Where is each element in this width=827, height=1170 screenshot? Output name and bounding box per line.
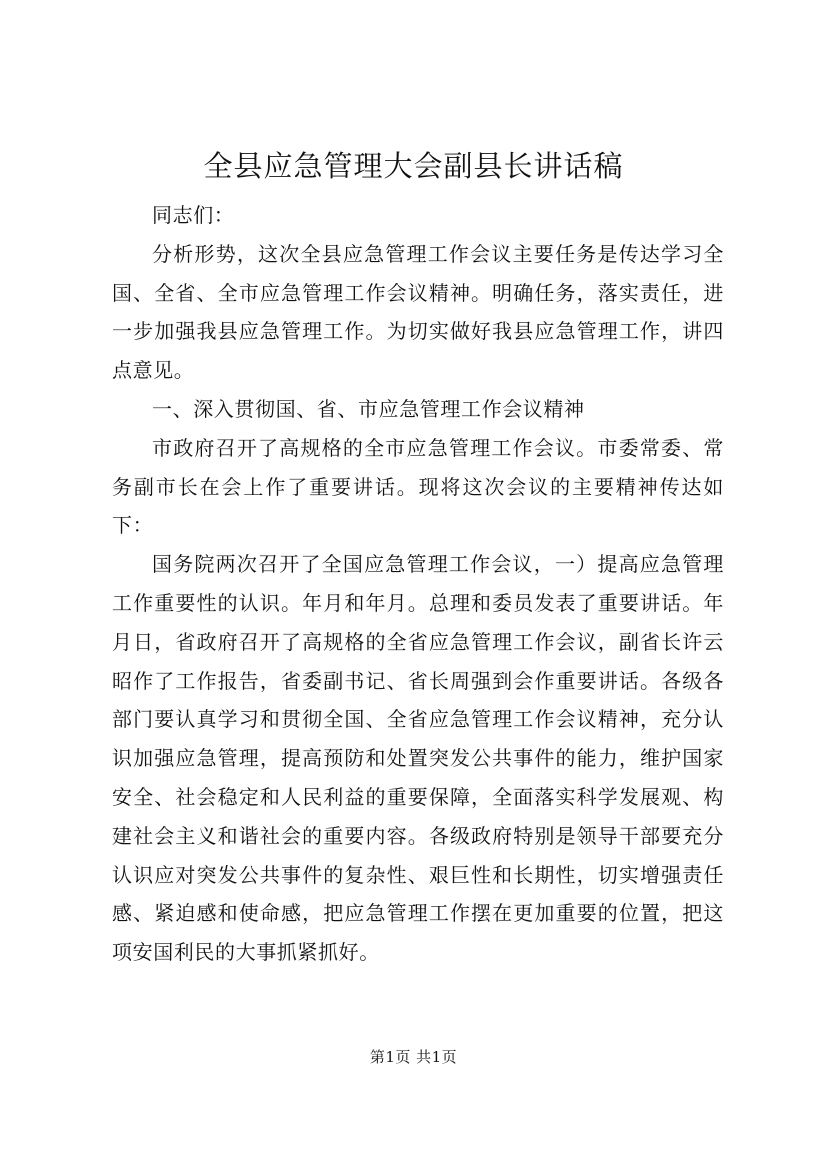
section-heading: 一、深入贯彻国、省、市应急管理工作会议精神 xyxy=(152,396,585,421)
page-number: 第1页 共1页 xyxy=(369,1048,458,1066)
document-title: 全县应急管理大会副县长讲话稿 xyxy=(203,149,624,183)
body-paragraph: 市政府召开了高规格的全市应急管理工作会议。市委常委、常务副市长在会上作了重要讲话。现将这次会议的主要精神传达如下： xyxy=(112,435,724,538)
intro-paragraph: 分析形势，这次全县应急管理工作会议主要任务是传达学习全国、全省、全市应急管理工作会议精神。明确任务，落实责任，进一步加强我县应急管理工作。为切实做好我县应急管理工作，讲四点意见。 xyxy=(112,241,724,383)
salutation-paragraph: 同志们： xyxy=(152,203,235,227)
document-body xyxy=(112,196,724,972)
body-paragraph: 国务院两次召开了全国应急管理工作会议，一）提高应急管理工作重要性的认识。年月和年月。总理和委员发表了重要讲话。年月日，省政府召开了高规格的全省应急管理工作会议，副省长许云昭作了工作报告，省委副书记、省长周强到会作重要讲话。各级各部门要认真学习和贯彻全国、全省应急管理工作会议精神，充分认识加强应急管理，提高预防和处置突发公共事件的能力，维护国家安全、社会稳定和人民利益的重要保障，全面落实科学发展观、构建社会主义和谐社会的重要内容。各级政府特别是领导干部要充分认识应对突发公共事件的复杂性、艰巨性和长期性，切实增强责任感、紧迫感和使命感，把应急管理工作摆在更加重要的位置，把这项安国利民的大事抓紧抓好。 xyxy=(112,552,724,965)
